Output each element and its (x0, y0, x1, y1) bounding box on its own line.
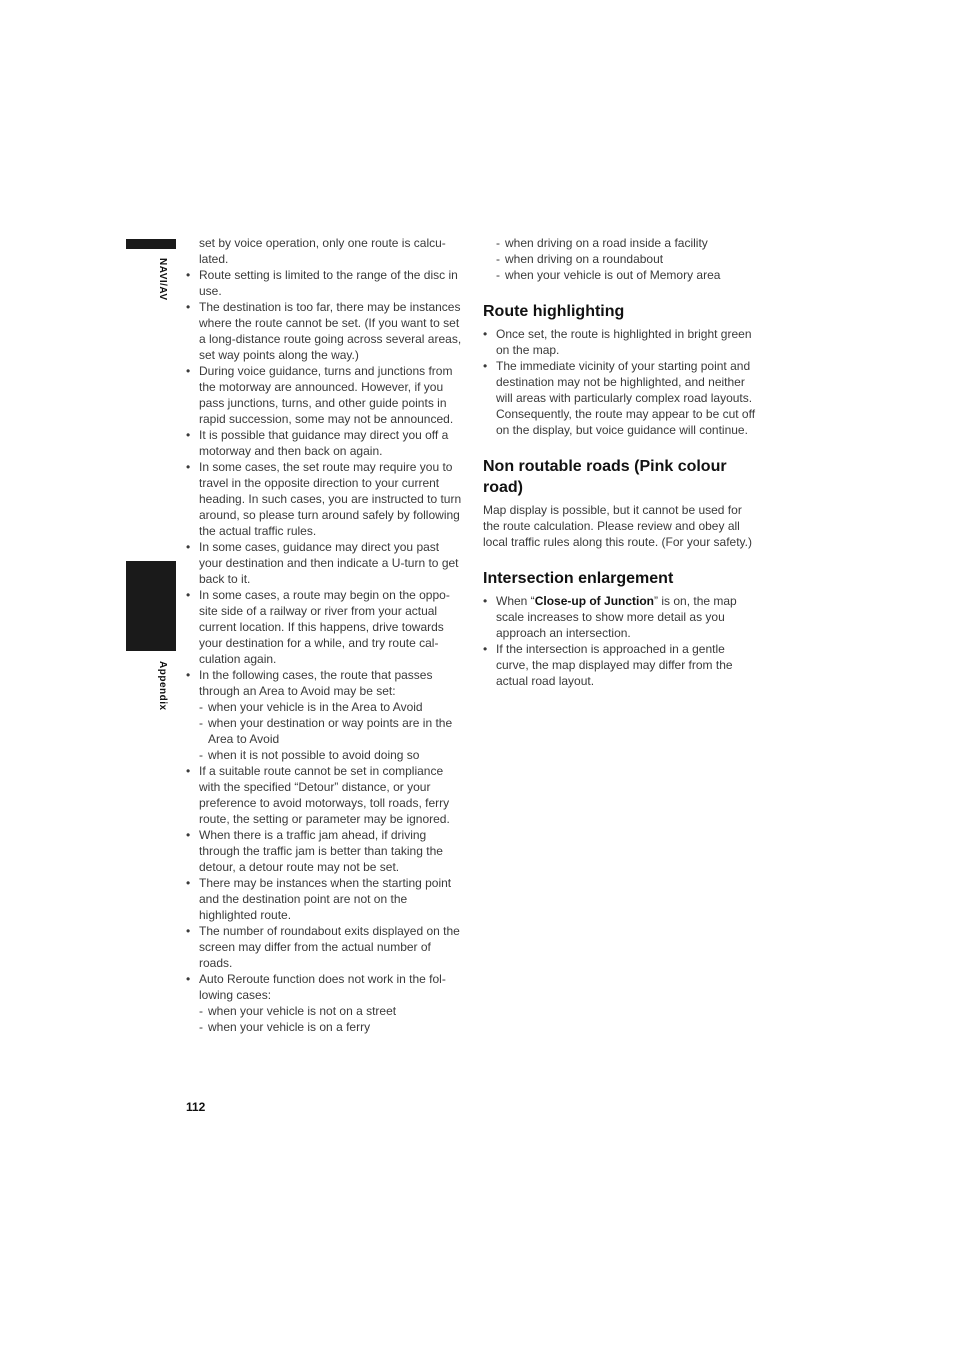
list-item-text: There may be instances when the starting point and the destination point are not on the highlighted route. (199, 876, 452, 922)
bullet-glyph: • (483, 359, 488, 373)
list-item (186, 667, 462, 763)
list-item (186, 587, 462, 667)
heading-intersection-enlargement: Intersection enlargement (483, 570, 674, 587)
list-item (186, 299, 462, 363)
sub-list-item-text: when your destination or way points are in the Area to Avoid (208, 716, 453, 746)
bullet-glyph: • (186, 460, 191, 474)
right-column (483, 235, 758, 689)
sub-list-item (199, 1019, 462, 1035)
dash-glyph: - (496, 268, 500, 282)
continuation-sub-list-wrap (483, 235, 758, 283)
bullet-glyph: • (186, 428, 191, 442)
dash-glyph: - (199, 1004, 203, 1018)
list-item (186, 923, 462, 971)
list-item-text: The destination is too far, there may be instances where the route cannot be set. (If you want to set a long-distance route going across several areas, set way points along the way.) (199, 300, 462, 362)
section-label-navi: NAVI/AV (157, 258, 168, 301)
bullet-glyph: • (186, 668, 191, 682)
dash-glyph: - (199, 700, 203, 714)
list-item-text: Auto Reroute function does not work in the fol-lowing cases: (199, 972, 446, 1002)
list-item-text: During voice guidance, turns and junctions from the motorway are announced. However, if you pass junctions, turns, and other guide points in rapid succession, some may not be announced. (199, 364, 454, 426)
sub-list-item-text: when it is not possible to avoid doing so (208, 748, 420, 762)
list-item-text: In some cases, the set route may require you to travel in the opposite direction to your current heading. In such cases, you are instructed to turn around, so please turn around safely by following the actual traffic rules. (199, 460, 462, 538)
sub-list-item-text: when driving on a road inside a facility (505, 236, 708, 250)
bullet-glyph: • (483, 327, 488, 341)
dash-glyph: - (199, 1020, 203, 1034)
list-item-text-suffix: ” is on, the map scale increases to show more detail as you approach an intersection. (496, 594, 737, 640)
sub-list-item (199, 1003, 462, 1019)
list-item (483, 593, 758, 641)
dash-glyph: - (496, 252, 500, 266)
list-item (186, 427, 462, 459)
bullet-glyph: • (186, 300, 191, 314)
bullet-glyph: • (483, 594, 488, 608)
section-tab-top (126, 239, 176, 249)
bullet-glyph: • (483, 642, 488, 656)
bullet-glyph: • (186, 588, 191, 602)
list-item-text: In the following cases, the route that passes through an Area to Avoid may be set: (199, 668, 433, 698)
bullet-glyph: • (186, 268, 191, 282)
route-highlighting-list (483, 326, 758, 438)
list-item (186, 363, 462, 427)
list-item-text: In some cases, a route may begin on the oppo-site side of a railway or river from your actual current location. If this happens, drive towards your destination for a while, and try route cal-culation again. (199, 588, 450, 666)
sub-list (199, 1003, 462, 1035)
sub-list (199, 699, 462, 763)
list-item (186, 267, 462, 299)
list-item-text: The immediate vicinity of your starting point and destination may not be highlighted, and neither will areas with particularly complex road layouts. Consequently, the route may appear to be cut off on the display, but voice guidance will continue. (496, 359, 756, 437)
list-item (186, 539, 462, 587)
sub-list-item (496, 235, 758, 251)
sub-list-item (199, 747, 462, 763)
sub-list-item-text: when your vehicle is not on a street (208, 1004, 397, 1018)
sub-list-item-text: when driving on a roundabout (505, 252, 664, 266)
list-item-text: Once set, the route is highlighted in bright green on the map. (496, 327, 752, 357)
continuation-sub-list (496, 235, 758, 283)
heading-route-highlighting: Route highlighting (483, 303, 625, 320)
left-bullet-list (186, 267, 462, 1035)
list-item (186, 875, 462, 923)
sub-list-item (199, 715, 462, 747)
bullet-glyph: • (186, 364, 191, 378)
list-item-text: It is possible that guidance may direct you off a motorway and then back on again. (199, 428, 449, 458)
bullet-glyph: • (186, 764, 191, 778)
intersection-list (483, 593, 758, 689)
list-item-text: If the intersection is approached in a gentle curve, the map displayed may differ from the actual road layout. (496, 642, 733, 688)
list-item (483, 326, 758, 358)
bullet-glyph: • (186, 828, 191, 842)
list-item-text: When there is a traffic jam ahead, if driving through the traffic jam is better than taking the detour, a detour route may not be set. (199, 828, 443, 874)
list-item-text: The number of roundabout exits displayed on the screen may differ from the actual number of roads. (199, 924, 460, 970)
bullet-glyph: • (186, 540, 191, 554)
list-item (186, 827, 462, 875)
sub-list-item-text: when your vehicle is on a ferry (208, 1020, 371, 1034)
section-tab-appendix (126, 561, 176, 651)
left-column (186, 235, 462, 1035)
list-item-text-prefix: When “ (496, 594, 535, 608)
page-number: 112 (186, 1100, 206, 1114)
list-item (483, 641, 758, 689)
ui-term-close-up-of-junction: Close-up of Junction (534, 594, 655, 608)
list-item (186, 763, 462, 827)
list-item-text: Route setting is limited to the range of the disc in use. (199, 268, 458, 298)
bullet-glyph: • (186, 924, 191, 938)
list-item (186, 459, 462, 539)
bullet-glyph: • (186, 972, 191, 986)
heading-non-routable-roads: Non routable roads (Pink colour road) (483, 458, 727, 496)
bullet-glyph: • (186, 876, 191, 890)
list-item-text: In some cases, guidance may direct you past your destination and then indicate a U-turn to get back to it. (199, 540, 459, 586)
list-item (186, 971, 462, 1035)
dash-glyph: - (199, 716, 203, 730)
sub-list-item-text: when your vehicle is out of Memory area (505, 268, 721, 282)
sub-list-item (496, 267, 758, 283)
continuation-text: set by voice operation, only one route is calcu-lated. (199, 236, 446, 266)
non-routable-body: Map display is possible, but it cannot be used for the route calculation. Please review and obey all local traffic rules along this route. (For your safety.) (483, 503, 752, 549)
sub-list-item (496, 251, 758, 267)
sub-list-item-text: when your vehicle is in the Area to Avoid (208, 700, 423, 714)
list-item-text: If a suitable route cannot be set in compliance with the specified “Detour” distance, or your preference to avoid motorways, toll roads, ferry route, the setting or parameter may be ignored. (199, 764, 450, 826)
section-label-appendix: Appendix (157, 661, 168, 711)
dash-glyph: - (199, 748, 203, 762)
sub-list-item (199, 699, 462, 715)
dash-glyph: - (496, 236, 500, 250)
list-item (483, 358, 758, 438)
